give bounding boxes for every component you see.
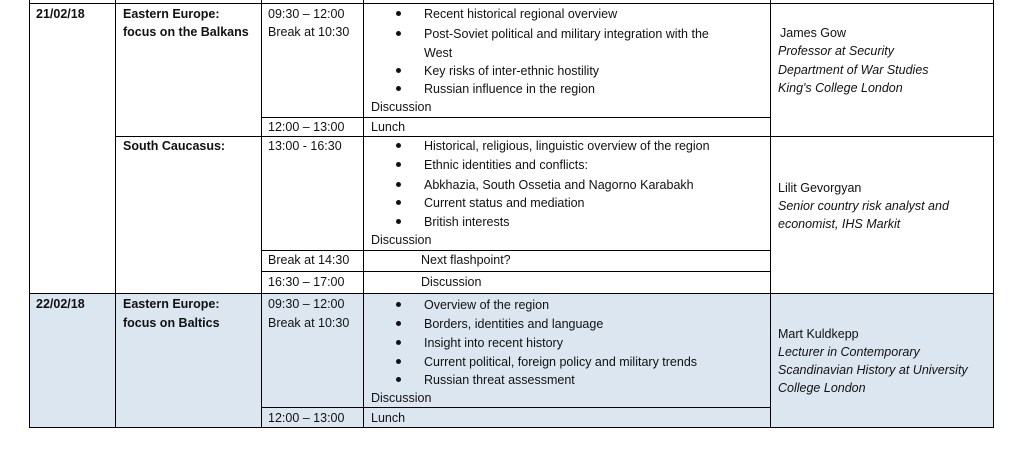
speaker-role: Professor at Security <box>778 44 895 58</box>
grid-line <box>770 0 771 428</box>
lunch-label: Lunch <box>371 411 406 425</box>
date-cell: 22/02/18 <box>36 297 85 311</box>
speaker-role: College London <box>778 381 866 395</box>
lunch-label: Lunch <box>371 120 406 134</box>
lunch-time: 12:00 – 13:00 <box>268 411 345 425</box>
session-time: 13:00 - 16:30 <box>268 139 342 153</box>
speaker-name: Lilit Gevorgyan <box>778 181 862 195</box>
speaker-role: King's College London <box>778 81 903 95</box>
break-time: Break at 10:30 <box>268 25 350 39</box>
discussion-label: Discussion <box>371 233 432 247</box>
speaker-role: economist, IHS Markit <box>778 217 901 231</box>
session-time: 09:30 – 12:00 <box>268 7 345 21</box>
topic-title: Eastern Europe: <box>123 7 220 21</box>
grid-line <box>115 0 116 428</box>
speaker-role: Lecturer in Contemporary <box>778 345 920 359</box>
session-label: Next flashpoint? <box>421 253 511 267</box>
grid-line <box>261 407 770 408</box>
discussion-label: Discussion <box>371 100 432 114</box>
break-time: Break at 14:30 <box>268 253 350 267</box>
grid-line <box>29 293 994 294</box>
grid-line <box>29 427 994 428</box>
topic-subtitle: focus on the Balkans <box>123 25 249 39</box>
speaker-name: James Gow <box>780 26 846 40</box>
date-cell: 21/02/18 <box>36 7 85 21</box>
lunch-time: 12:00 – 13:00 <box>268 120 345 134</box>
grid-line <box>261 271 770 272</box>
topic-title: South Caucasus: <box>123 139 226 153</box>
speaker-role: Department of War Studies <box>778 63 929 77</box>
grid-line <box>363 0 364 428</box>
session-time: 16:30 – 17:00 <box>268 275 345 289</box>
speaker-name: Mart Kuldkepp <box>778 327 859 341</box>
grid-line <box>993 0 994 428</box>
discussion-label: Discussion <box>371 391 432 405</box>
speaker-role: Senior country risk analyst and <box>778 199 949 213</box>
topic-subtitle: focus on Baltics <box>123 316 220 330</box>
grid-line <box>29 3 994 4</box>
grid-line <box>29 0 30 428</box>
session-time: 09:30 – 12:00 <box>268 297 345 311</box>
topic-title: Eastern Europe: <box>123 297 220 311</box>
speaker-role: Scandinavian History at University <box>778 363 968 377</box>
grid-line <box>261 0 262 428</box>
discussion-label: Discussion <box>421 275 482 289</box>
break-time: Break at 10:30 <box>268 316 350 330</box>
